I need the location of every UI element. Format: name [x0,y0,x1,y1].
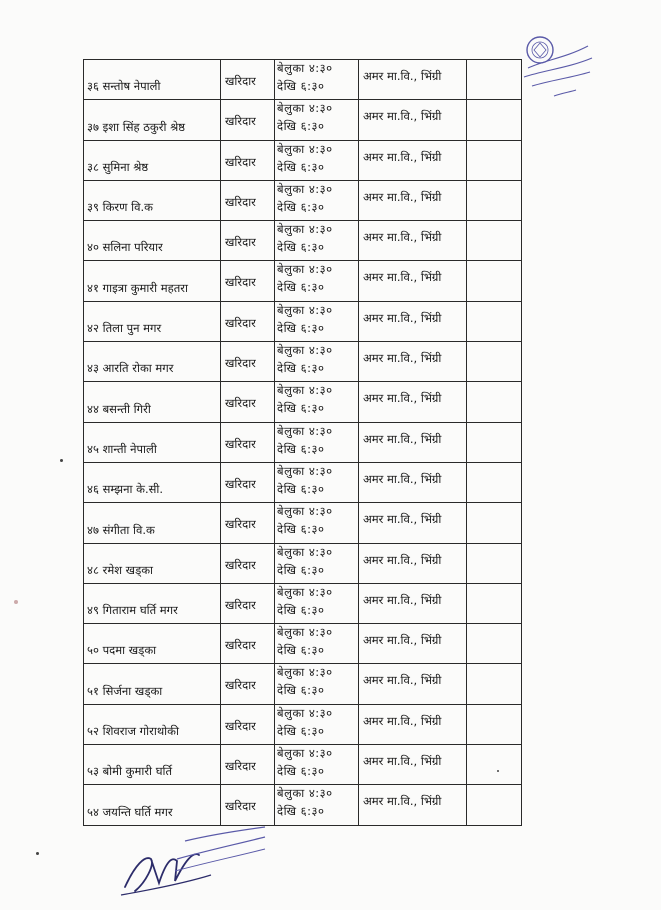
post-cell [221,60,275,100]
table-row [84,745,522,785]
table-row [84,785,522,825]
time-from: बेलुका ४:३० [277,343,333,358]
staff-name: ५३ बोमी कुमारी घर्ति [87,764,173,779]
staff-post: खरिदार [225,235,256,250]
speck [14,600,18,604]
exam-center: अमर मा.वि., भिंग्री [363,471,442,486]
staff-post: खरिदार [225,557,256,572]
exam-center: अमर मा.वि., भिंग्री [363,552,442,567]
time-to: देखि ६:३० [277,522,325,537]
place-cell [359,785,467,825]
remarks-cell [467,583,522,623]
time-from: बेलुका ४:३० [277,141,333,156]
time-from: बेलुका ४:३० [277,625,333,640]
time-to: देखि ६:३० [277,320,325,335]
staff-post: खरिदार [225,638,256,653]
remarks-cell [467,140,522,180]
exam-center: अमर मा.वि., भिंग्री [363,754,442,769]
exam-center: अमर मा.वि., भिंग्री [363,109,442,124]
place-cell [359,422,467,462]
remarks-cell [467,745,522,785]
time-to: देखि ६:३० [277,683,325,698]
place-cell [359,60,467,100]
time-to: देखि ६:३० [277,79,325,93]
post-cell [221,180,275,220]
exam-center: अमर मा.वि., भिंग्री [363,512,442,527]
time-cell [275,140,359,180]
name-cell [84,745,221,785]
time-from: बेलुका ४:३० [277,262,333,277]
staff-post: खरिदार [225,799,256,814]
post-cell [221,583,275,623]
table-row [84,462,522,502]
name-cell [84,543,221,583]
place-cell [359,462,467,502]
time-to: देखि ६:३० [277,159,325,174]
exam-center: अमर मा.वि., भिंग्री [363,69,442,83]
exam-center: अमर मा.वि., भिंग्री [363,633,442,648]
place-cell [359,221,467,261]
staff-post: खरिदार [225,356,256,371]
time-to: देखि ६:३० [277,764,325,779]
staff-name: ४९ गिताराम घर्ति मगर [87,603,178,618]
exam-center: अमर मा.वि., भिंग्री [363,310,442,325]
speck [36,852,39,855]
table-row [84,60,522,100]
post-cell [221,704,275,744]
staff-name: ५४ जयन्ति घर्ति मगर [87,804,173,819]
post-cell [221,785,275,825]
post-cell [221,100,275,140]
post-cell [221,221,275,261]
name-cell [84,422,221,462]
name-cell [84,140,221,180]
staff-name: ४६ सम्झना के.सी. [87,482,164,497]
staff-name: ५२ शिवराज गोराथोकी [87,724,179,739]
time-to: देखि ६:३० [277,401,325,416]
staff-post: खरिदार [225,315,256,330]
time-to: देखि ६:३० [277,562,325,577]
time-from: बेलुका ४:३० [277,302,333,317]
office-seal [510,30,600,110]
post-cell [221,382,275,422]
remarks-cell [467,422,522,462]
time-from: बेलुका ४:३० [277,181,333,196]
time-from: बेलुका ४:३० [277,222,333,237]
post-cell [221,462,275,502]
table-row [84,503,522,543]
remarks-cell [467,664,522,704]
time-from: बेलुका ४:३० [277,383,333,398]
staff-post: खरिदार [225,275,256,290]
place-cell [359,140,467,180]
name-cell [84,100,221,140]
time-cell [275,745,359,785]
staff-name: ४४ बसन्ती गिरी [87,401,151,416]
post-cell [221,140,275,180]
place-cell [359,583,467,623]
name-cell [84,180,221,220]
remarks-cell [467,704,522,744]
place-cell [359,745,467,785]
time-cell [275,785,359,825]
remarks-cell [467,785,522,825]
time-cell [275,382,359,422]
table-row [84,261,522,301]
table-row [84,583,522,623]
staff-post: खरिदार [225,597,256,612]
time-cell [275,664,359,704]
time-from: बेलुका ४:३० [277,544,333,559]
post-cell [221,261,275,301]
staff-name: ४५ शान्ती नेपाली [87,441,157,456]
table-row [84,624,522,664]
exam-center: अमर मा.वि., भिंग्री [363,270,442,285]
remarks-cell [467,543,522,583]
time-cell [275,60,359,100]
speck [497,770,499,772]
table-row [84,140,522,180]
time-cell [275,180,359,220]
place-cell [359,503,467,543]
time-to: देखि ६:३० [277,643,325,658]
remarks-cell [467,342,522,382]
table-row [84,382,522,422]
name-cell [84,503,221,543]
remarks-cell [467,100,522,140]
exam-center: अमर मा.वि., भिंग्री [363,592,442,607]
time-cell [275,301,359,341]
remarks-cell [467,301,522,341]
time-cell [275,422,359,462]
place-cell [359,624,467,664]
staff-post: खरिदार [225,74,256,88]
staff-post: खरिदार [225,114,256,129]
staff-post: खरिदार [225,396,256,411]
name-cell [84,704,221,744]
staff-name: ४३ आरति रोका मगर [87,361,174,376]
staff-name: ३६ सन्तोष नेपाली [87,79,161,94]
place-cell [359,664,467,704]
place-cell [359,342,467,382]
staff-name: ५१ सिर्जना खड्का [87,683,163,698]
name-cell [84,342,221,382]
name-cell [84,301,221,341]
place-cell [359,543,467,583]
post-cell [221,422,275,462]
staff-name: ३९ किरण वि.क [87,200,153,215]
table-row [84,100,522,140]
remarks-cell [467,624,522,664]
time-to: देखि ६:३० [277,361,325,376]
post-cell [221,503,275,543]
time-to: देखि ६:३० [277,602,325,617]
time-cell [275,342,359,382]
place-cell [359,382,467,422]
remarks-cell [467,261,522,301]
exam-center: अमर मा.वि., भिंग्री [363,713,442,728]
name-cell [84,221,221,261]
time-to: देखि ६:३० [277,199,325,214]
name-cell [84,583,221,623]
exam-center: अमर मा.वि., भिंग्री [363,351,442,366]
name-cell [84,382,221,422]
table-row [84,704,522,744]
place-cell [359,100,467,140]
speck [60,459,63,462]
table-row [84,221,522,261]
name-cell [84,60,221,100]
time-to: देखि ६:३० [277,441,325,456]
time-cell [275,543,359,583]
exam-center: अमर मा.वि., भिंग्री [363,149,442,164]
time-to: देखि ६:३० [277,240,325,255]
staff-post: खरिदार [225,678,256,693]
time-cell [275,462,359,502]
remarks-cell [467,221,522,261]
time-to: देखि ६:३० [277,723,325,738]
remarks-cell [467,503,522,543]
staff-name: ४० सलिना परियार [87,240,163,255]
time-from: बेलुका ४:३० [277,61,333,75]
post-cell [221,624,275,664]
table-row [84,180,522,220]
staff-name: ४८ रमेश खड्का [87,562,154,577]
time-cell [275,261,359,301]
time-from: बेलुका ४:३० [277,101,333,116]
staff-name: ४७ संगीता वि.क [87,522,155,537]
table-row [84,664,522,704]
time-from: बेलुका ४:३० [277,786,333,801]
staff-post: खरिदार [225,517,256,532]
staff-post: खरिदार [225,194,256,209]
post-cell [221,664,275,704]
name-cell [84,624,221,664]
staff-post: खरिदार [225,436,256,451]
time-cell [275,583,359,623]
place-cell [359,704,467,744]
time-from: बेलुका ४:३० [277,504,333,519]
signature [115,825,275,905]
post-cell [221,543,275,583]
name-cell [84,664,221,704]
exam-center: अमर मा.वि., भिंग्री [363,230,442,245]
time-to: देखि ६:३० [277,280,325,295]
post-cell [221,301,275,341]
staff-table [83,59,522,826]
staff-name: ४२ तिला पुन मगर [87,321,162,336]
time-cell [275,704,359,744]
time-to: देखि ६:३० [277,119,325,134]
staff-name: ४१ गाइत्रा कुमारी महतरा [87,280,188,295]
time-from: बेलुका ४:३० [277,584,333,599]
time-cell [275,624,359,664]
time-from: बेलुका ४:३० [277,746,333,761]
staff-name: ३८ सुमिना श्रेष्ठ [87,159,149,174]
place-cell [359,261,467,301]
remarks-cell [467,382,522,422]
time-from: बेलुका ४:३० [277,423,333,438]
remarks-cell [467,60,522,100]
exam-center: अमर मा.वि., भिंग्री [363,673,442,688]
table-row [84,422,522,462]
name-cell [84,785,221,825]
remarks-cell [467,462,522,502]
exam-center: अमर मा.वि., भिंग्री [363,431,442,446]
time-cell [275,503,359,543]
time-to: देखि ६:३० [277,481,325,496]
staff-post: खरिदार [225,718,256,733]
remarks-cell [467,180,522,220]
post-cell [221,342,275,382]
staff-post: खरिदार [225,476,256,491]
table-row [84,543,522,583]
time-from: बेलुका ४:३० [277,463,333,478]
name-cell [84,462,221,502]
post-cell [221,745,275,785]
staff-post: खरिदार [225,759,256,774]
staff-name: ५० पदमा खड्का [87,643,157,658]
time-from: बेलुका ४:३० [277,705,333,720]
table-row [84,301,522,341]
name-cell [84,261,221,301]
place-cell [359,180,467,220]
time-cell [275,221,359,261]
place-cell [359,301,467,341]
exam-center: अमर मा.वि., भिंग्री [363,391,442,406]
staff-name: ३७ इशा सिंह ठकुरी श्रेष्ठ [87,119,185,134]
time-from: बेलुका ४:३० [277,665,333,680]
staff-table-body [84,60,522,826]
exam-center: अमर मा.वि., भिंग्री [363,794,442,809]
table-row [84,342,522,382]
staff-post: खरिदार [225,154,256,169]
time-to: देखि ६:३० [277,804,325,819]
time-cell [275,100,359,140]
exam-center: अमर मा.वि., भिंग्री [363,189,442,204]
